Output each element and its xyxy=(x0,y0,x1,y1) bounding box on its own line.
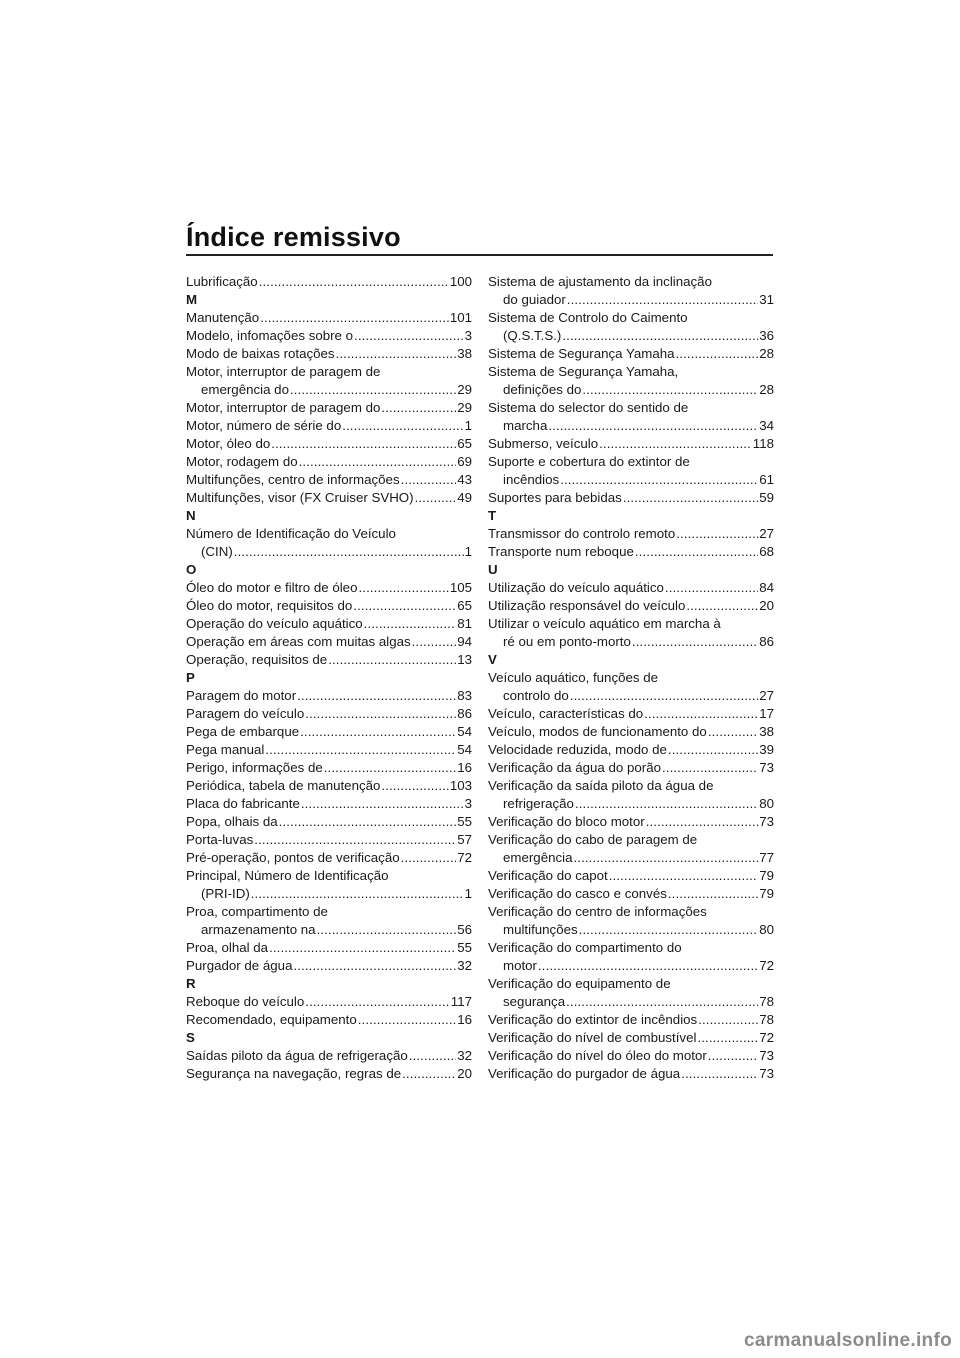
index-entry-page: 61 xyxy=(759,472,774,487)
index-entry-label: Submerso, veículo xyxy=(488,436,599,451)
index-entry-label: Veículo, modos de funcionamento do xyxy=(488,724,707,739)
dot-leader xyxy=(582,381,758,399)
index-entry-page: 81 xyxy=(457,616,472,631)
index-entry-page: 86 xyxy=(759,634,774,649)
index-entry-page: 1 xyxy=(464,544,472,559)
dot-leader xyxy=(381,777,448,795)
index-entry xyxy=(488,579,774,597)
index-entry-label: Operação, requisitos de xyxy=(186,652,328,667)
dot-leader xyxy=(623,489,758,507)
index-entry-page: 36 xyxy=(759,328,774,343)
index-entry-label: Multifunções, visor (FX Cruiser SVHO) xyxy=(186,490,414,505)
dot-leader xyxy=(401,471,457,489)
dot-leader xyxy=(358,579,448,597)
index-entry-page: 1 xyxy=(464,418,472,433)
index-entry xyxy=(186,1011,472,1029)
index-entry-line: Verificação da saída piloto da água de xyxy=(488,778,714,793)
index-entry-page: 73 xyxy=(759,814,774,829)
index-entry-label: Verificação do capot xyxy=(488,868,608,883)
dot-leader xyxy=(358,1011,456,1029)
index-entry-page: 100 xyxy=(449,274,472,289)
index-entry-label: Verificação do casco e convés xyxy=(488,886,667,901)
index-entry-label: Saídas piloto da água de refrigeração xyxy=(186,1048,408,1063)
index-entry-label: Suportes para bebidas xyxy=(488,490,622,505)
index-entry-label: Motor, número de série do xyxy=(186,418,342,433)
index-entry-page: 73 xyxy=(759,760,774,775)
section-letter: O xyxy=(186,562,197,577)
index-entry-page: 28 xyxy=(759,382,774,397)
index-entry xyxy=(186,273,472,291)
index-entry-line: Principal, Número de Identificação xyxy=(186,868,389,883)
section-letter: V xyxy=(488,652,497,667)
index-entry-label: (Q.S.T.S.) xyxy=(503,328,562,343)
index-entry xyxy=(186,327,472,345)
dot-leader xyxy=(698,1011,758,1029)
dot-leader xyxy=(681,1065,758,1083)
dot-leader xyxy=(409,1047,456,1065)
index-entry xyxy=(186,723,472,741)
index-entry xyxy=(186,309,472,327)
index-entry-page: 27 xyxy=(759,688,774,703)
index-entry xyxy=(186,795,472,813)
section-letter: R xyxy=(186,976,196,991)
dot-leader xyxy=(579,921,759,939)
index-entry-page: 56 xyxy=(457,922,472,937)
dot-leader xyxy=(538,957,758,975)
index-entry-label: Transmissor do controlo remoto xyxy=(488,526,676,541)
index-entry-label: marcha xyxy=(503,418,548,433)
index-entry-page: 83 xyxy=(457,688,472,703)
index-entry xyxy=(488,525,774,543)
dot-leader xyxy=(251,885,464,903)
index-column-right xyxy=(488,273,774,1083)
index-entry-line: Número de Identificação do Veículo xyxy=(186,526,396,541)
title-underline xyxy=(186,254,773,256)
index-entry xyxy=(186,741,472,759)
index-entry-page: 57 xyxy=(457,832,472,847)
index-entry xyxy=(488,435,774,453)
index-entry-page: 105 xyxy=(449,580,472,595)
index-entry-label: Verificação da água do porão xyxy=(488,760,661,775)
index-entry-page: 29 xyxy=(457,382,472,397)
index-entry-label: Operação em áreas com muitas algas xyxy=(186,634,411,649)
index-entry xyxy=(186,345,472,363)
index-entry-line: Verificação do cabo de paragem de xyxy=(488,832,698,847)
index-entry-line: Sistema de Segurança Yamaha, xyxy=(488,364,679,379)
index-entry-label: do guiador xyxy=(503,292,566,307)
index-entry-page: 65 xyxy=(457,598,472,613)
index-entry-label: Pré-operação, pontos de verificação xyxy=(186,850,400,865)
index-entry-line: Proa, compartimento de xyxy=(186,904,328,919)
dot-leader xyxy=(402,1065,456,1083)
index-entry-label: Sistema de Segurança Yamaha xyxy=(488,346,675,361)
index-entry-page: 16 xyxy=(457,1012,472,1027)
index-entry xyxy=(488,489,774,507)
index-entry-page: 78 xyxy=(759,994,774,1009)
index-entry-label: Óleo do motor, requisitos do xyxy=(186,598,353,613)
index-entry xyxy=(488,471,774,489)
index-entry-label: Manutenção xyxy=(186,310,260,325)
dot-leader xyxy=(254,831,456,849)
index-entry-label: Transporte num reboque xyxy=(488,544,634,559)
index-entry xyxy=(186,615,472,633)
index-entry-label: definições do xyxy=(503,382,582,397)
index-entry xyxy=(488,1029,774,1047)
index-entry-page: 86 xyxy=(457,706,472,721)
dot-leader xyxy=(265,741,456,759)
dot-leader xyxy=(401,849,457,867)
index-entry xyxy=(488,1065,774,1083)
dot-leader xyxy=(305,993,450,1011)
index-entry-page: 34 xyxy=(759,418,774,433)
dot-leader xyxy=(548,417,758,435)
index-entry-page: 1 xyxy=(464,886,472,901)
index-entry-line: Verificação do equipamento de xyxy=(488,976,671,991)
index-entry xyxy=(186,687,472,705)
index-entry-label: Verificação do extintor de incêndios xyxy=(488,1012,698,1027)
dot-leader xyxy=(353,597,456,615)
index-entry-label: motor xyxy=(503,958,537,973)
index-entry-page: 72 xyxy=(759,958,774,973)
index-entry-page: 77 xyxy=(759,850,774,865)
index-entry xyxy=(488,849,774,867)
index-entry xyxy=(186,543,472,561)
index-entry-label: Verificação do purgador de água xyxy=(488,1066,681,1081)
index-entry xyxy=(186,471,472,489)
index-entry-label: Verificação do nível de combustível xyxy=(488,1030,697,1045)
index-entry-label: emergência xyxy=(503,850,573,865)
index-entry-label: Utilização responsável do veículo xyxy=(488,598,686,613)
index-entry-page: 13 xyxy=(457,652,472,667)
index-entry-line: Veículo aquático, funções de xyxy=(488,670,659,685)
index-entry-page: 103 xyxy=(449,778,472,793)
index-entry xyxy=(186,489,472,507)
dot-leader xyxy=(336,345,457,363)
index-entry xyxy=(488,759,774,777)
index-entry-label: Proa, olhal da xyxy=(186,940,269,955)
dot-leader xyxy=(412,633,457,651)
index-entry-page: 27 xyxy=(759,526,774,541)
index-entry xyxy=(186,579,472,597)
index-entry-page: 55 xyxy=(457,814,472,829)
dot-leader xyxy=(305,705,456,723)
index-entry-page: 31 xyxy=(759,292,774,307)
dot-leader xyxy=(570,687,758,705)
dot-leader xyxy=(599,435,752,453)
index-entry-label: Operação do veículo aquático xyxy=(186,616,363,631)
index-entry xyxy=(488,993,774,1011)
dot-leader xyxy=(293,957,456,975)
index-column-left xyxy=(186,273,472,1083)
index-entry-page: 72 xyxy=(457,850,472,865)
index-entry-label: Lubrificação xyxy=(186,274,258,289)
index-entry-page: 79 xyxy=(759,868,774,883)
index-entry xyxy=(186,939,472,957)
index-entry-page: 32 xyxy=(457,958,472,973)
section-letter: U xyxy=(488,562,498,577)
index-entry xyxy=(488,345,774,363)
index-entry-line: Sistema de Controlo do Caimento xyxy=(488,310,688,325)
index-entry-page: 65 xyxy=(457,436,472,451)
index-entry-line: Verificação do centro de informações xyxy=(488,904,707,919)
index-entry-page: 39 xyxy=(759,742,774,757)
dot-leader xyxy=(299,453,457,471)
dot-leader xyxy=(234,543,464,561)
index-entry xyxy=(488,921,774,939)
section-letter: M xyxy=(186,292,198,307)
index-entry-page: 117 xyxy=(450,994,472,1009)
index-entry-page: 20 xyxy=(457,1066,472,1081)
index-entry-page: 73 xyxy=(759,1066,774,1081)
index-entry-label: (PRI-ID) xyxy=(201,886,250,901)
index-entry-label: segurança xyxy=(503,994,566,1009)
index-entry xyxy=(186,597,472,615)
index-entry xyxy=(186,957,472,975)
index-entry-page: 29 xyxy=(457,400,472,415)
dot-leader xyxy=(415,489,457,507)
index-entry-label: armazenamento na xyxy=(201,922,316,937)
index-entry xyxy=(488,957,774,975)
index-entry-label: Óleo do motor e filtro de óleo xyxy=(186,580,358,595)
index-entry-label: Pega manual xyxy=(186,742,265,757)
dot-leader xyxy=(662,759,758,777)
dot-leader xyxy=(697,1029,758,1047)
section-letter: P xyxy=(186,670,195,685)
index-entry xyxy=(488,723,774,741)
dot-leader xyxy=(301,795,464,813)
index-entry xyxy=(186,651,472,669)
section-letter: T xyxy=(488,508,497,523)
index-entry xyxy=(488,867,774,885)
index-entry-page: 38 xyxy=(457,346,472,361)
index-entry-label: Recomendado, equipamento xyxy=(186,1012,357,1027)
index-entry-page: 17 xyxy=(759,706,774,721)
index-entry xyxy=(488,795,774,813)
index-entry-page: 20 xyxy=(759,598,774,613)
index-entry-page: 43 xyxy=(457,472,472,487)
index-entry-label: Segurança na navegação, regras de xyxy=(186,1066,402,1081)
index-entry-label: Placa do fabricante xyxy=(186,796,300,811)
dot-leader xyxy=(269,939,456,957)
index-entry xyxy=(488,417,774,435)
index-entry-page: 118 xyxy=(752,436,774,451)
index-entry-page: 101 xyxy=(449,310,472,325)
dot-leader xyxy=(297,687,456,705)
dot-leader xyxy=(668,885,758,903)
index-entry-label: Multifunções, centro de informações xyxy=(186,472,400,487)
index-entry-label: Paragem do motor xyxy=(186,688,297,703)
index-entry-line: Sistema do selector do sentido de xyxy=(488,400,689,415)
index-entry-page: 78 xyxy=(759,1012,774,1027)
index-entry xyxy=(488,687,774,705)
dot-leader xyxy=(635,543,758,561)
dot-leader xyxy=(260,309,449,327)
dot-leader xyxy=(364,615,457,633)
index-entry-label: Motor, óleo do xyxy=(186,436,271,451)
index-entry-label: Velocidade reduzida, modo de xyxy=(488,742,667,757)
index-entry-line: Sistema de ajustamento da inclinação xyxy=(488,274,712,289)
index-entry-label: refrigeração xyxy=(503,796,574,811)
index-entry xyxy=(488,543,774,561)
index-entry xyxy=(186,831,472,849)
index-entry-label: Reboque do veículo xyxy=(186,994,305,1009)
index-entry-page: 54 xyxy=(457,742,472,757)
index-entry-label: emergência do xyxy=(201,382,289,397)
dot-leader xyxy=(686,597,758,615)
dot-leader xyxy=(342,417,463,435)
dot-leader xyxy=(560,471,758,489)
dot-leader xyxy=(668,741,758,759)
index-entry xyxy=(186,813,472,831)
index-entry xyxy=(488,741,774,759)
index-entry-line: Verificação do compartimento do xyxy=(488,940,682,955)
index-entry-page: 49 xyxy=(457,490,472,505)
index-entry-line: Motor, interruptor de paragem de xyxy=(186,364,381,379)
dot-leader xyxy=(646,813,759,831)
index-entry xyxy=(186,777,472,795)
index-entry-label: Popa, olhais da xyxy=(186,814,278,829)
dot-leader xyxy=(317,921,457,939)
dot-leader xyxy=(324,759,456,777)
dot-leader xyxy=(354,327,464,345)
index-entry xyxy=(186,453,472,471)
index-entry-page: 68 xyxy=(759,544,774,559)
section-letter: N xyxy=(186,508,196,523)
index-entry-line: Suporte e cobertura do extintor de xyxy=(488,454,690,469)
index-entry-label: Perigo, informações de xyxy=(186,760,323,775)
index-entry-page: 38 xyxy=(759,724,774,739)
dot-leader xyxy=(562,327,758,345)
index-entry-page: 72 xyxy=(759,1030,774,1045)
index-entry xyxy=(186,633,472,651)
dot-leader xyxy=(566,993,758,1011)
index-entry xyxy=(186,885,472,903)
index-entry-page: 3 xyxy=(464,328,472,343)
page-title: Índice remissivo xyxy=(186,222,401,252)
index-entry-label: Modo de baixas rotações xyxy=(186,346,335,361)
dot-leader xyxy=(676,345,759,363)
index-entry xyxy=(186,1047,472,1065)
index-entry xyxy=(186,921,472,939)
index-entry xyxy=(186,435,472,453)
index-entry-line: Utilizar o veículo aquático em marcha à xyxy=(488,616,721,631)
dot-leader xyxy=(271,435,456,453)
index-entry-page: 80 xyxy=(759,922,774,937)
index-entry xyxy=(186,417,472,435)
index-entry xyxy=(186,759,472,777)
index-entry-label: Utilização do veículo aquático xyxy=(488,580,664,595)
dot-leader xyxy=(381,399,456,417)
index-entry-page: 3 xyxy=(464,796,472,811)
index-entry-label: ré ou em ponto-morto xyxy=(503,634,631,649)
index-entry-label: Periódica, tabela de manutenção xyxy=(186,778,381,793)
index-entry-label: multifunções xyxy=(503,922,578,937)
index-entry-page: 79 xyxy=(759,886,774,901)
index-entry-label: Pega de embarque xyxy=(186,724,300,739)
dot-leader xyxy=(259,273,449,291)
index-entry xyxy=(186,705,472,723)
index-entry-label: Modelo, infomações sobre o xyxy=(186,328,354,343)
index-entry-label: incêndios xyxy=(503,472,560,487)
dot-leader xyxy=(665,579,758,597)
dot-leader xyxy=(567,291,758,309)
index-entry-page: 80 xyxy=(759,796,774,811)
index-entry xyxy=(488,813,774,831)
index-entry-page: 84 xyxy=(759,580,774,595)
dot-leader xyxy=(300,723,456,741)
index-entry xyxy=(488,1047,774,1065)
index-entry-label: Paragem do veículo xyxy=(186,706,305,721)
dot-leader xyxy=(573,849,758,867)
dot-leader xyxy=(290,381,456,399)
index-entry-label: Verificação do bloco motor xyxy=(488,814,645,829)
index-entry xyxy=(488,381,774,399)
dot-leader xyxy=(575,795,758,813)
dot-leader xyxy=(609,867,758,885)
dot-leader xyxy=(279,813,457,831)
index-entry xyxy=(488,1011,774,1029)
index-entry xyxy=(186,993,472,1011)
index-entry-page: 16 xyxy=(457,760,472,775)
section-letter: S xyxy=(186,1030,195,1045)
index-entry xyxy=(488,597,774,615)
index-entry-label: Motor, rodagem do xyxy=(186,454,298,469)
dot-leader xyxy=(708,1047,758,1065)
index-entry xyxy=(488,705,774,723)
index-entry xyxy=(488,885,774,903)
index-entry-label: controlo do xyxy=(503,688,569,703)
index-entry xyxy=(186,399,472,417)
dot-leader xyxy=(676,525,758,543)
index-entry-label: Motor, interruptor de paragem do xyxy=(186,400,381,415)
index-entry-page: 32 xyxy=(457,1048,472,1063)
index-entry-label: (CIN) xyxy=(201,544,233,559)
index-entry xyxy=(186,849,472,867)
index-entry-page: 94 xyxy=(457,634,472,649)
index-entry xyxy=(186,1065,472,1083)
dot-leader xyxy=(644,705,758,723)
index-entry-page: 54 xyxy=(457,724,472,739)
index-entry-label: Purgador de água xyxy=(186,958,293,973)
watermark: carmanualsonline.info xyxy=(744,1330,952,1351)
index-entry-page: 55 xyxy=(457,940,472,955)
index-entry-page: 73 xyxy=(759,1048,774,1063)
dot-leader xyxy=(328,651,456,669)
dot-leader xyxy=(632,633,758,651)
index-entry xyxy=(488,633,774,651)
index-entry-page: 59 xyxy=(759,490,774,505)
index-entry-label: Porta-luvas xyxy=(186,832,254,847)
index-entry-page: 28 xyxy=(759,346,774,361)
index-entry xyxy=(488,327,774,345)
index-entry-label: Veículo, características do xyxy=(488,706,644,721)
dot-leader xyxy=(708,723,758,741)
index-entry xyxy=(488,291,774,309)
index-entry xyxy=(186,381,472,399)
index-entry-label: Verificação do nível do óleo do motor xyxy=(488,1048,707,1063)
index-entry-page: 69 xyxy=(457,454,472,469)
